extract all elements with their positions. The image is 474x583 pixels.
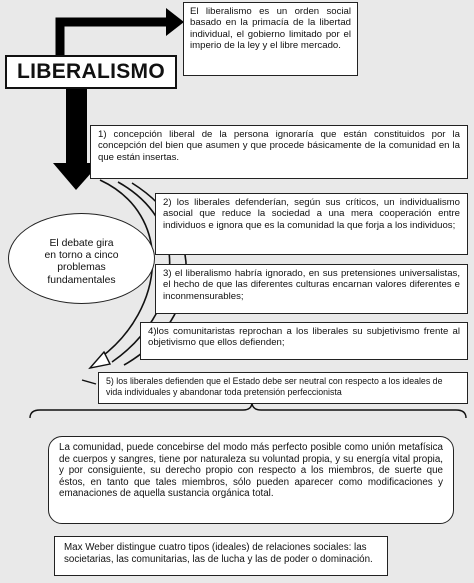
problem-box-2 [155,193,468,255]
problem-text-2: 2) los liberales defenderían, según sus críticos, un individualismo asocial que reduce la sociedad a una mera cooperación entre individuos e ignora que es la comunidad la que forja a los individuos; [163,197,460,231]
weber-box [54,536,388,576]
debate-line-1: El debate gira [49,238,114,249]
debate-line-3: problemas [57,262,106,274]
page-title: LIBERALISMO [17,60,165,83]
title-box [5,55,177,89]
problem-text-3: 3) el liberalismo habría ignorado, en sus pretensiones universalistas, el hecho de que las diferentes culturas encarnan valores diferentes e inconmensurables; [163,268,460,302]
problem-box-1 [90,125,468,179]
debate-line-4: fundamentales [47,274,116,286]
problem-text-5: 5) los liberales defienden que el Estado debe ser neutral con respecto a los ideales de vida individuales y abandonar toda pretensión perfeccionista [106,376,443,397]
definition-text: El liberalismo es un orden social basado en la primacía de la libertad individual, el gobierno limitado por el imperio de la ley y el libre mercado. [190,6,351,52]
definition-box [183,2,358,76]
debate-line-2: en torno a cinco [44,250,119,262]
problem-box-3 [155,264,468,314]
weber-text: Max Weber distingue cuatro tipos (ideales) de relaciones sociales: las societarias, las comunitarias, las de lucha y las de poder o dominación. [64,542,373,565]
community-box [48,436,454,524]
debate-ellipse [8,213,155,304]
problem-box-5 [98,372,468,404]
community-text: La comunidad, puede concebirse del modo más perfecto posible como unión metafísica de cuerpos y sangres, tiene por naturaleza su voluntad propia, y su energía vital propia, y por consiguiente, su derecho propio con respecto a los miembros, de suerte que éstos, en tanto que tales miembros, sólo pueden aparecer como modificaciones y emanaciones de aquella sustancia orgánica total. [59,442,443,500]
problem-text-4: 4)los comunitaristas reprochan a los liberales su subjetivismo frente al objetivismo que ellos defienden; [148,326,460,349]
problem-text-1: 1) concepción liberal de la persona ignoraría que están constituidos por la concepción del bien que asumen y que procede básicamente de la comunidad en la que están insertas. [98,129,460,163]
problem-box-4 [140,322,468,360]
